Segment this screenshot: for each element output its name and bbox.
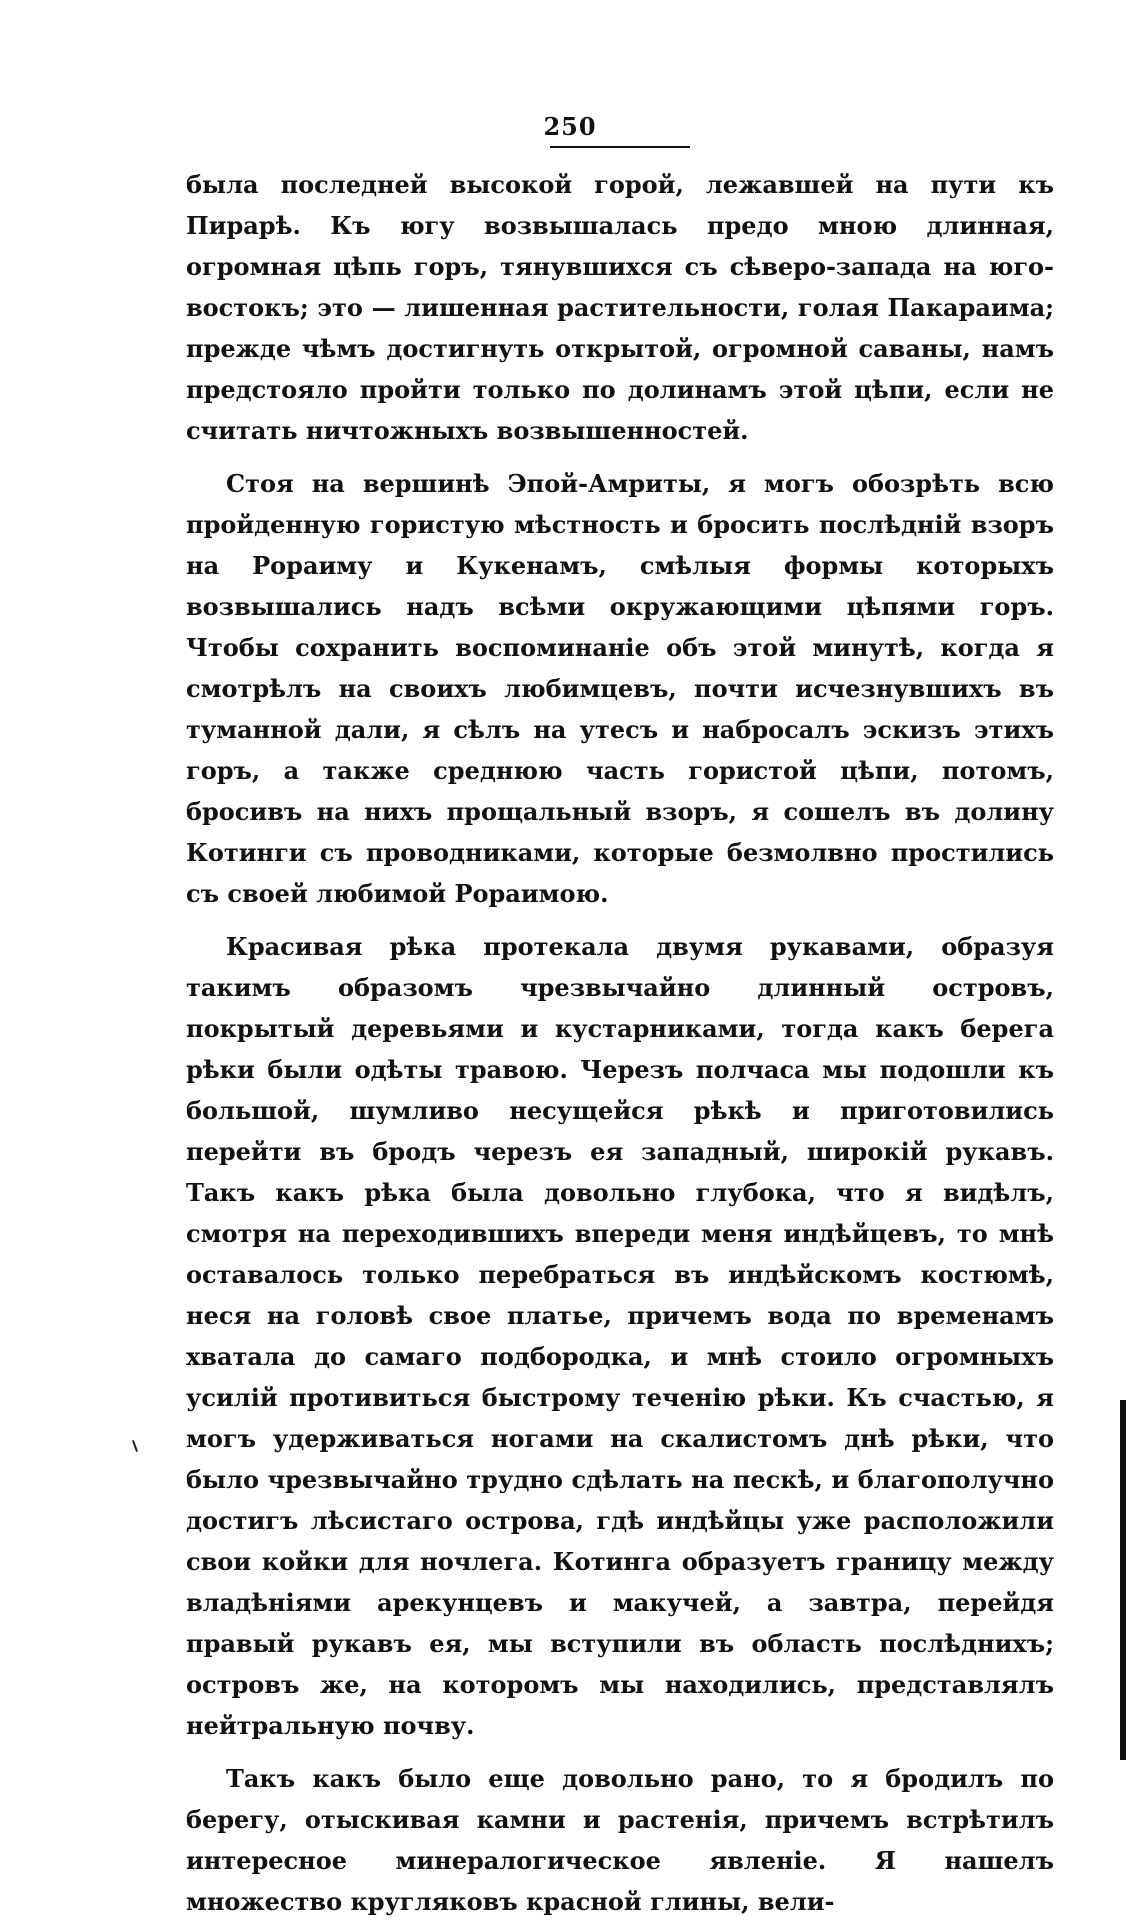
body-text	[186, 164, 1054, 1922]
header-rule	[550, 146, 690, 148]
paragraph: Такъ какъ было еще довольно рано, то я бродилъ по берегу, отыскивая камни и растенія, причемъ встрѣтилъ интересное минералогическое явленіе. Я нашелъ множество кругляковъ красной глины, вели-	[186, 1764, 1054, 1916]
paragraph: Стоя на вершинѣ Эпой-Амриты, я могъ обозрѣть всю пройденную гористую мѣстность и бросить послѣдній взоръ на Рораиму и Кукенамъ, смѣлыя формы которыхъ возвышались надъ всѣми окружающими цѣпями горъ. Чтобы сохранить воспоминаніе объ этой минутѣ, когда я смотрѣлъ на своихъ любимцевъ, почти исчезнувшихъ въ туманной дали, я сѣлъ на утесъ и набросалъ эскизъ этихъ горъ, а также среднюю часть гористой цѣпи, потомъ, бросивъ на нихъ прощальный взоръ, я сошелъ въ долину Котинги съ проводниками, которые безмолвно простились съ своей любимой Рораимою.	[186, 469, 1054, 908]
binding-edge	[1120, 1400, 1126, 1760]
paragraph-continuation: была последней высокой горой, лежавшей на пути къ Пирарѣ. Къ югу возвышалась предо мною длинная, огромная цѣпь горъ, тянувшихся съ сѣверо-запада на юго-востокъ; это — лишенная растительности, голая Пакараима; прежде чѣмъ достигнуть открытой, огромной саваны, намъ предстояло пройти только по долинамъ этой цѣпи, если не считать ничтожныхъ возвышенностей.	[186, 170, 1054, 445]
paragraph: Красивая рѣка протекала двумя рукавами, образуя такимъ образомъ чрезвычайно длинный островъ, покрытый деревьями и кустарниками, тогда какъ берега рѣки были одѣты травою. Черезъ полчаса мы подошли къ большой, шумливо несущейся рѣкѣ и приготовились перейти въ бродъ черезъ ея западный, широкій рукавъ. Такъ какъ рѣка была довольно глубока, что я видѣлъ, смотря на переходившихъ впереди меня индѣйцевъ, то мнѣ оставалось только перебраться въ индѣйскомъ костюмѣ, неся на головѣ свое платье, причемъ вода по временамъ хватала до самаго подбородка, и мнѣ стоило огромныхъ усилій противиться быстрому теченію рѣки. Къ счастью, я могъ удерживаться ногами на скалистомъ днѣ рѣки, что было чрезвычайно трудно сдѣлать на пескѣ, и благополучно достигъ лѣсистаго острова, гдѣ индѣйцы уже расположили свои койки для ночлега. Котинга образуетъ границу между владѣніями арекунцевъ и макучей, а завтра, перейдя правый рукавъ ея, мы вступили въ область послѣднихъ; островъ же, на которомъ мы находились, представлялъ нейтральную почву.	[186, 932, 1054, 1740]
page-number: 250	[543, 112, 597, 141]
margin-mark	[132, 1440, 138, 1452]
